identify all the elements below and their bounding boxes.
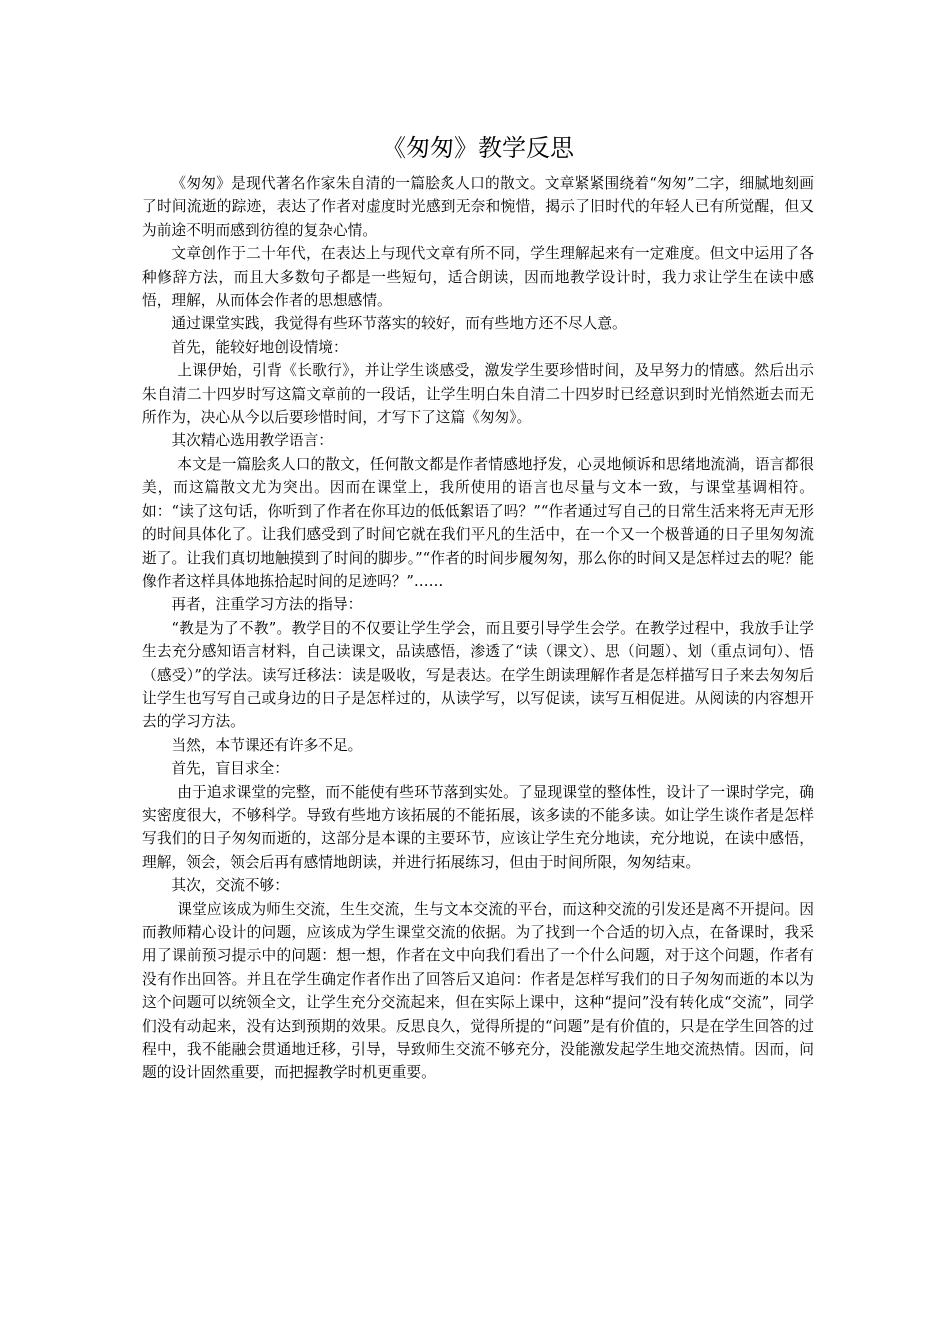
paragraph-heading-first: 首先，能较好地创设情境： <box>171 338 348 356</box>
paragraph-completeness: 由于追求课堂的完整，而不能使有些环节落到实处。了显现课堂的整体性，设计了一课时学完，确实密度很大，不够科学。导致有些地方该拓展的不能拓展，该多读的不能多读。如让学生谈作者是怎样写我们的日子匆匆而逝的，这部分是本课的主要环节，应该让学生充分地读，充分地说，在读中感悟，理解，领会，领会后再有感情地朗读，并进行拓展练习，但由于时间所限，匆匆结束。 <box>142 783 814 871</box>
paragraph-communication: 课堂应该成为师生交流，生生交流，生与文本交流的平台，而这种交流的引发还是离不开提问。因而教师精心设计的问题，应该成为学生课堂交流的依据。为了找到一个合适的切入点，在备课时，我采用了课前预习提示中的问题：想一想，作者在文中向我们看出了一个什么问题，对于这个问题，作者有没有作出回答。并且在学生确定作者作出了回答后又追问：作者是怎样写我们的日子匆匆而逝的本以为这个问题可以统领全文，让学生充分交流起来，但在实际上课中，这种“提问”没有转化成“交流”，同学们没有动起来，没有达到预期的效果。反思良久，觉得所提的“问题”是有价值的，只是在学生回答的过程中，我不能融会贯通地迁移，引导，导致师生交流不够充分，没能激发起学生地交流热情。因而，问题的设计固然重要，而把握教学时机更重要。 <box>142 900 814 1082</box>
paragraph-heading-fourth: 首先，盲目求全： <box>171 760 289 778</box>
paragraph-method: “教是为了不教”。教学目的不仅要让学生学会，而且要引导学生会学。在教学过程中，我放手让学生去充分感知语言材料，自己读课文，品读感悟，渗透了“读（课文）、思（问题）、划（重点词句）、悟（感受）”的学法。读写迁移法：读是吸收，写是表达。在学生朗读理解作者是怎样描写日子来去匆匆后让学生也写写自己或身边的日子是怎样过的，从读学写，以写促读，读写互相促进。从阅读的内容想开去的学习方法。 <box>142 619 814 731</box>
paragraph-background: 文章创作于二十年代，在表达上与现代文章有所不同，学生理解起来有一定难度。但文中运用了各种修辞方法，而且大多数句子都是一些短句，适合朗读，因而地教学设计时，我力求让学生在读中感悟，理解，从而体会作者的思想感情。 <box>142 245 814 310</box>
paragraph-heading-second: 其次精心选用教学语言： <box>171 432 333 450</box>
paragraph-heading-fifth: 其次，交流不够： <box>171 877 289 895</box>
page-title: 《匆匆》教学反思 <box>382 134 574 162</box>
paragraph-summary: 通过课堂实践，我觉得有些环节落实的较好，而有些地方还不尽人意。 <box>171 315 627 333</box>
paragraph-situation: 上课伊始，引背《长歌行》，并让学生谈感受，激发学生要珍惜时间，及早努力的情感。然后出示朱自清二十四岁时写这篇文章前的一段话，让学生明白朱自清二十四岁时已经意识到时光悄然逝去而无所作为，决心从今以后要珍惜时间，才写下了这篇《匆匆》。 <box>142 362 814 427</box>
paragraph-heading-third: 再者，注重学习方法的指导： <box>171 596 363 614</box>
paragraph-intro: 《匆匆》是现代著名作家朱自清的一篇脍炙人口的散文。文章紧紧围绕着“匆匆”二字，细腻地刻画了时间流逝的踪迹，表达了作者对虚度时光感到无奈和惋惜，揭示了旧时代的年轻人已有所觉醒，但又为前途不明而感到彷徨的复杂心情。 <box>142 175 814 239</box>
paragraph-shortcomings: 当然，本节课还有许多不足。 <box>171 736 363 754</box>
paragraph-language: 本文是一篇脍炙人口的散文，任何散文都是作者情感地抒发，心灵地倾诉和思绪地流淌，语言都很美，而这篇散文尤为突出。因而在课堂上，我所使用的语言也尽量与文本一致，与课堂基调相符。如：“读了这句话，你听到了作者在你耳边的低低絮语了吗？”“作者通过写自己的日常生活来将无声无形的时间具体化了。让我们感受到了时间它就在我们平凡的生活中，在一个又一个极普通的日子里匆匆流逝了。让我们真切地触摸到了时间的脚步。”“作者的时间步履匆匆，那么你的时间又是怎样过去的呢？能像作者这样具体地拣拾起时间的足迹吗？”…… <box>142 455 814 590</box>
document-page <box>142 128 814 1085</box>
